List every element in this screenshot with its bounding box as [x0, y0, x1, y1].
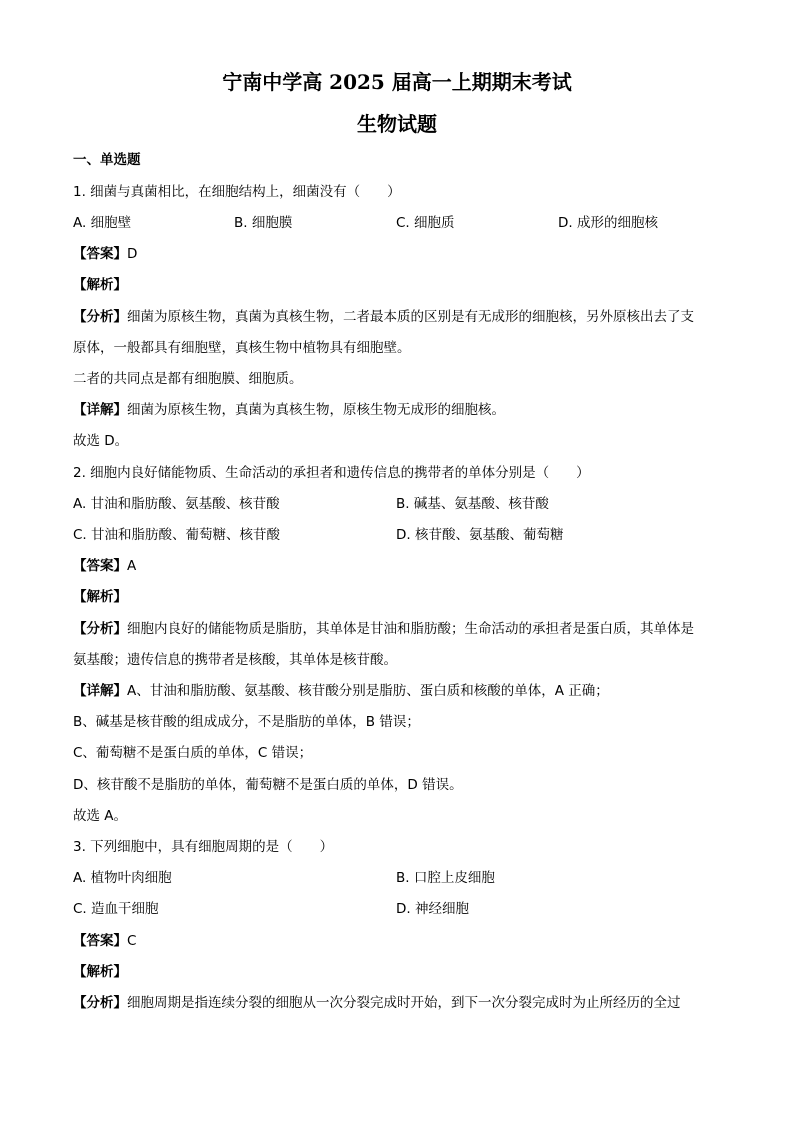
- q3-option-b: B. 口腔上皮细胞: [396, 870, 495, 886]
- exam-subtitle: 生物试题: [357, 112, 437, 136]
- analysis-text: 细胞内良好的储能物质是脂肪，其单体是甘油和脂肪酸；生命活动的承担者是蛋白质，其单体是: [127, 621, 694, 637]
- q1-detail-l1: [73, 401, 505, 419]
- q1-option-d: D. 成形的细胞核: [558, 215, 658, 231]
- q1-analysis-l1: [73, 308, 694, 326]
- section-heading: 一、单选题: [73, 152, 141, 168]
- q1-conclusion: 故选 D。: [73, 433, 129, 449]
- q2-answer: [73, 557, 136, 575]
- q2-analysis-title: 【解析】: [73, 589, 127, 605]
- answer-value: A: [127, 558, 137, 574]
- question-1-stem: 1. 细菌与真菌相比，在细胞结构上，细菌没有（ ）: [73, 184, 401, 200]
- detail-text: 细菌为原核生物，真菌为真核生物，原核生物无成形的细胞核。: [127, 402, 505, 418]
- q1-option-b: B. 细胞膜: [234, 215, 293, 231]
- q2-analysis-l1: [73, 620, 694, 638]
- q2-option-c: C. 甘油和脂肪酸、葡萄糖、核苷酸: [73, 527, 281, 543]
- q2-detail-l4: D、核苷酸不是脂肪的单体，葡萄糖不是蛋白质的单体，D 错误。: [73, 777, 463, 793]
- q2-option-d: D. 核苷酸、氨基酸、葡萄糖: [396, 527, 564, 543]
- q2-analysis-l2: 氨基酸；遗传信息的携带者是核酸，其单体是核苷酸。: [73, 652, 397, 668]
- question-3-stem: 3. 下列细胞中，具有细胞周期的是（ ）: [73, 839, 334, 855]
- answer-tag: 【答案】: [73, 933, 127, 949]
- analysis-tag: 【分析】: [73, 309, 127, 325]
- analysis-tag: 【分析】: [73, 995, 127, 1011]
- exam-title: 宁南中学高 2025 届高一上期期末考试: [222, 70, 572, 94]
- q1-analysis-l2: 原体，一般都具有细胞壁，真核生物中植物具有细胞壁。: [73, 340, 411, 356]
- q2-detail-l3: C、葡萄糖不是蛋白质的单体，C 错误；: [73, 745, 313, 761]
- q3-answer: [73, 932, 136, 950]
- question-2-stem: 2. 细胞内良好储能物质、生命活动的承担者和遗传信息的携带者的单体分别是（ ）: [73, 465, 590, 481]
- q3-option-a: A. 植物叶肉细胞: [73, 870, 172, 886]
- q2-conclusion: 故选 A。: [73, 808, 128, 824]
- answer-value: D: [127, 246, 138, 262]
- q3-option-d: D. 神经细胞: [396, 901, 469, 917]
- q1-analysis-title: 【解析】: [73, 277, 127, 293]
- answer-value: C: [127, 933, 137, 949]
- detail-tag: 【详解】: [73, 683, 127, 699]
- analysis-tag: 【分析】: [73, 621, 127, 637]
- q1-answer: [73, 245, 137, 263]
- q2-detail-l1: [73, 682, 609, 700]
- q2-option-a: A. 甘油和脂肪酸、氨基酸、核苷酸: [73, 496, 280, 512]
- answer-tag: 【答案】: [73, 246, 127, 262]
- q3-analysis-title: 【解析】: [73, 964, 127, 980]
- detail-text: A、甘油和脂肪酸、氨基酸、核苷酸分别是脂肪、蛋白质和核酸的单体，A 正确；: [127, 683, 609, 699]
- q1-option-a: A. 细胞壁: [73, 215, 132, 231]
- detail-tag: 【详解】: [73, 402, 127, 418]
- q3-analysis-l1: [73, 994, 681, 1012]
- q3-option-c: C. 造血干细胞: [73, 901, 159, 917]
- analysis-text: 细菌为原核生物，真菌为真核生物，二者最本质的区别是有无成形的细胞核，另外原核出去了支: [127, 309, 694, 325]
- q2-option-b: B. 碱基、氨基酸、核苷酸: [396, 496, 549, 512]
- q1-option-c: C. 细胞质: [396, 215, 455, 231]
- q2-detail-l2: B、碱基是核苷酸的组成成分，不是脂肪的单体，B 错误；: [73, 714, 420, 730]
- analysis-text: 细胞周期是指连续分裂的细胞从一次分裂完成时开始，到下一次分裂完成时为止所经历的全过: [127, 995, 681, 1011]
- q1-analysis-l3: 二者的共同点是都有细胞膜、细胞质。: [73, 371, 303, 387]
- answer-tag: 【答案】: [73, 558, 127, 574]
